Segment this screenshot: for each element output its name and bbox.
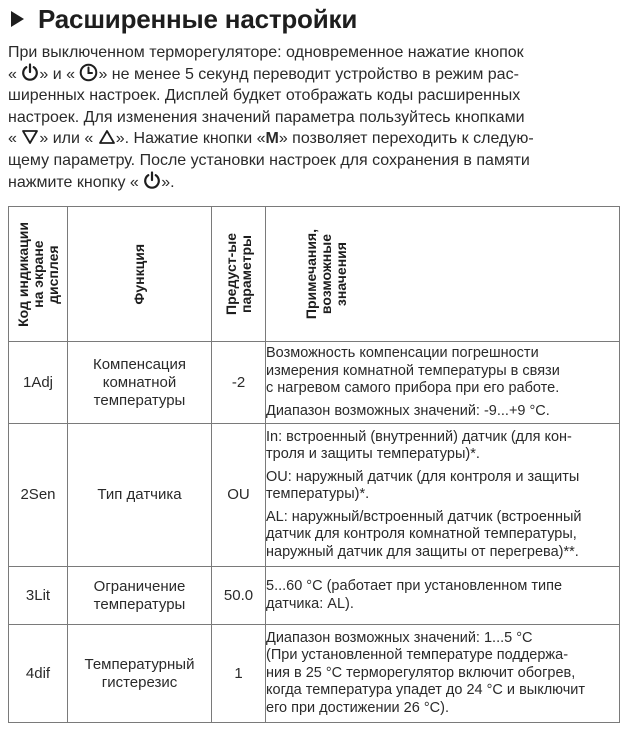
table-row <box>9 424 620 567</box>
intro-paragraph <box>8 42 628 193</box>
intro-line-4: настроек. Для изменения значений параметра пользуйтесь кнопками <box>8 108 525 126</box>
intro-line-3: ширенных настроек. Дисплей будкет отображать коды расширенных <box>8 87 521 105</box>
header-code: Код индикации на экране дисплея <box>9 207 68 342</box>
section-title: Расширенные настройки <box>38 3 358 34</box>
power-icon <box>143 171 161 190</box>
clock-icon <box>79 63 98 82</box>
cell-default: -2 <box>212 342 266 424</box>
cell-function: Температурный гистерезис <box>68 625 212 723</box>
cell-function: Тип датчика <box>68 424 212 567</box>
table-header-row <box>9 207 620 342</box>
intro-line-1: При выключенном терморегуляторе: одновременное нажатие кнопок <box>8 44 524 61</box>
section-heading <box>8 2 628 36</box>
intro-line-7: нажмите кнопку « ». <box>8 172 628 194</box>
cell-function: Ограничение температуры <box>68 567 212 625</box>
cell-code: 4dif <box>9 625 68 723</box>
cell-function: Компенсация комнатной температуры <box>68 342 212 424</box>
cell-notes: Диапазон возможных значений: 1...5 °C (При установленной температуре поддержа- ния в 25 °C терморегулятор включит обогрев, когда температура упадет до 24 °C и выключит его при достижении 26 °C). <box>266 625 620 723</box>
cell-code: 1Adj <box>9 342 68 424</box>
advanced-settings-table <box>8 206 620 723</box>
cell-default: 50.0 <box>212 567 266 625</box>
cell-default: 1 <box>212 625 266 723</box>
cell-code: 2Sen <box>9 424 68 567</box>
m-key-label: M <box>265 130 279 148</box>
table-row <box>9 567 620 625</box>
header-function: Функция <box>68 207 212 342</box>
power-icon <box>21 63 39 82</box>
cell-notes: Возможность компенсации погрешности измерения комнатной температуры в связи с нагревом самого прибора при его работе. Диапазон возможных значений: -9...+9 °C. <box>266 342 620 424</box>
table-row <box>9 342 620 424</box>
intro-line-5: « » или « ». Нажатие кнопки «M» позволяет переходить к следую- <box>8 130 534 148</box>
table-row <box>9 625 620 723</box>
header-notes: Примечания, возможные значения <box>266 207 620 342</box>
intro-line-6: щему параметру. После установки настроек для сохранения в памяти <box>8 151 530 169</box>
header-default: Предуст-ые параметры <box>212 207 266 342</box>
triangle-right-icon <box>11 11 24 27</box>
cell-notes: In: встроенный (внутренний) датчик (для кон- троля и защиты температуры)*. OU: наружный датчик (для контроля и защиты температуры)*. AL: наружный/встроенный датчик (встроенный датчик для контроля комнатной температуры, наружный датчик для защиты от перегрева)**. <box>266 424 620 567</box>
down-triangle-icon <box>21 129 39 145</box>
up-triangle-icon <box>98 129 116 145</box>
intro-line-2: « » и « » не менее 5 секунд переводит устройство в режим рас- <box>8 64 628 86</box>
cell-code: 3Lit <box>9 567 68 625</box>
cell-default: OU <box>212 424 266 567</box>
cell-notes: 5...60 °C (работает при установленном типе датчика: AL). <box>266 567 620 625</box>
